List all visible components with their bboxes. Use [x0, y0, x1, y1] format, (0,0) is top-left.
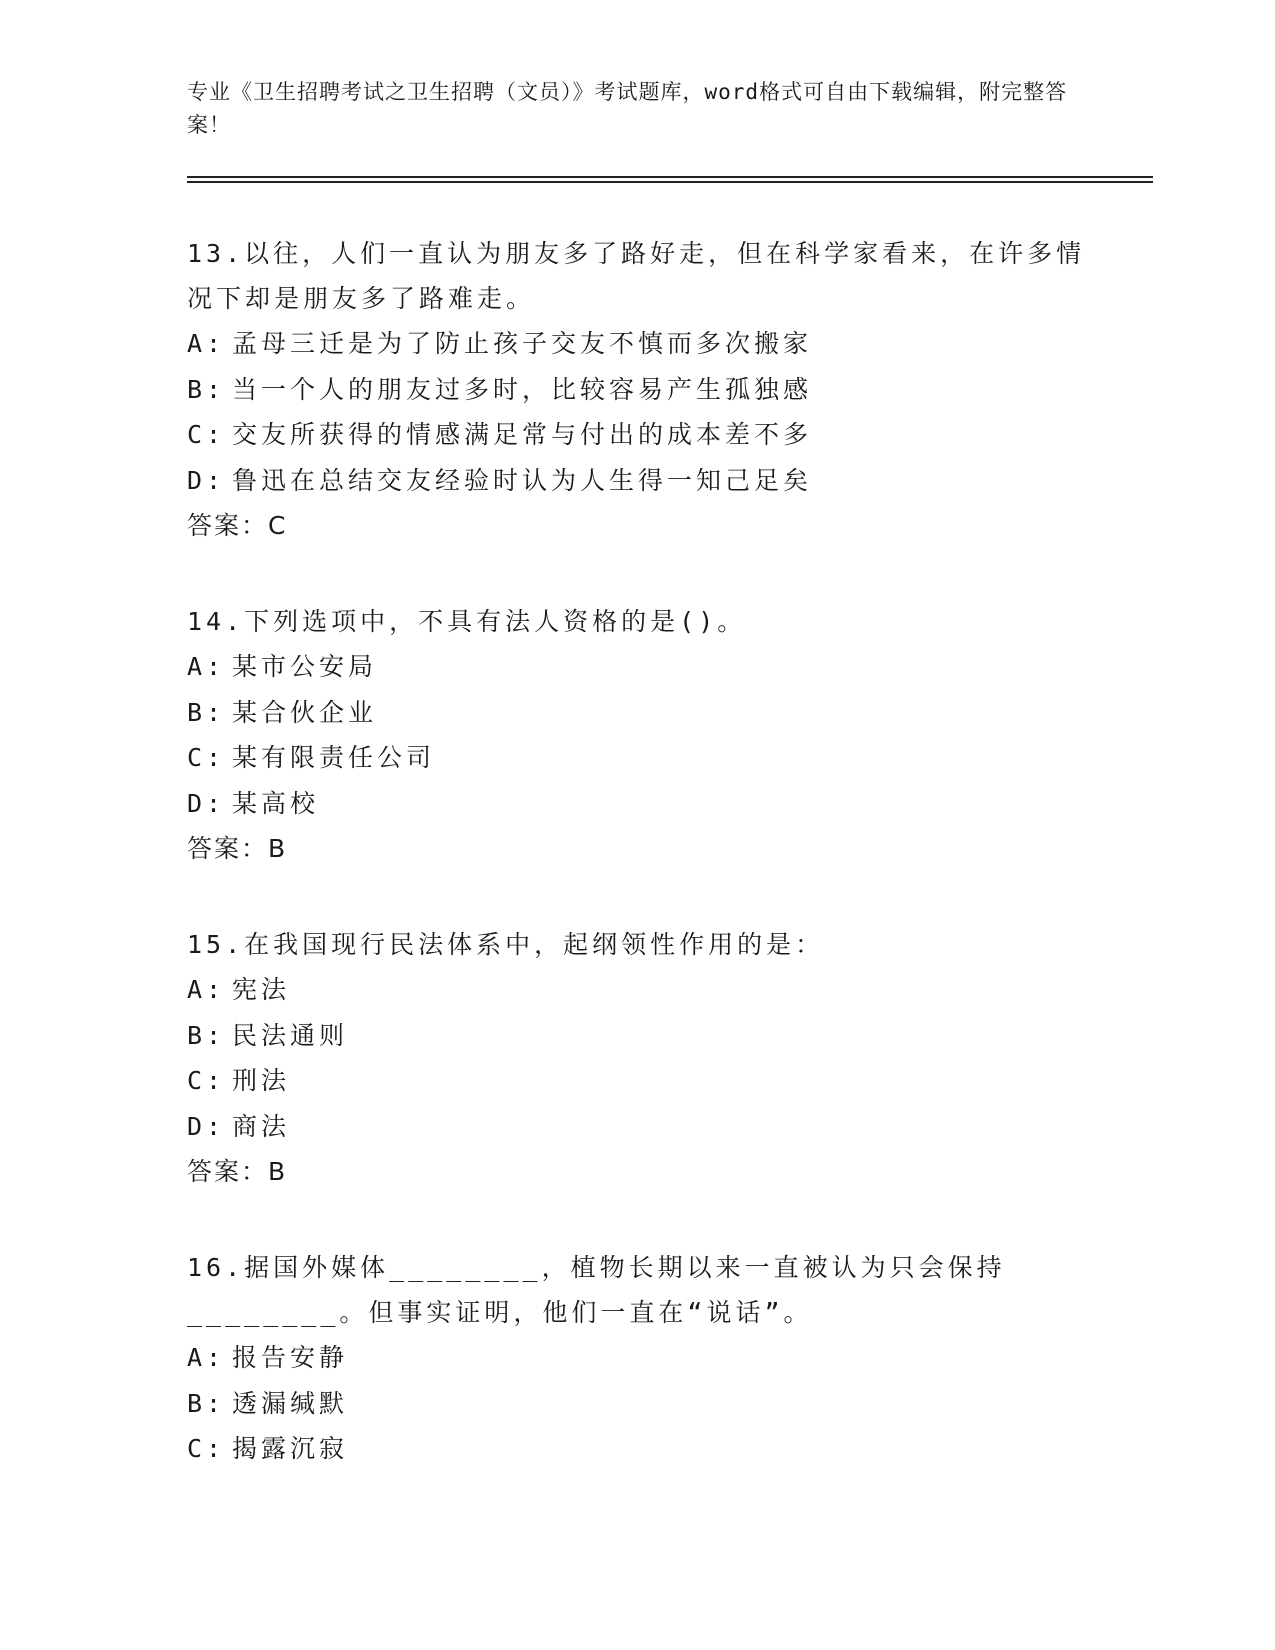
option-a: [187, 967, 1087, 1013]
option-d: [187, 458, 1087, 504]
option-text: 报告安静: [232, 1343, 349, 1372]
option-c: [187, 412, 1087, 458]
option-text: 某合伙企业: [232, 697, 378, 727]
question-16: [187, 1245, 1087, 1472]
option-letter: B:: [187, 1020, 226, 1050]
option-text: 民法通则: [232, 1020, 349, 1050]
question-text: 14.下列选项中，不具有法人资格的是()。: [187, 607, 747, 636]
header-text: 专业《卫生招聘考试之卫生招聘（文员）》考试题库，word格式可自由下载编辑，附完整答案！: [187, 80, 1068, 137]
option-letter: D:: [187, 788, 226, 818]
option-text: 透漏缄默: [232, 1388, 349, 1418]
document-header: [187, 76, 1087, 142]
question-13: [187, 231, 1087, 549]
option-text: 鲁迅在总结交友经验时认为人生得一知己足矣: [232, 465, 813, 495]
option-text: 当一个人的朋友过多时，比较容易产生孤独感: [232, 374, 813, 404]
question-14: [187, 599, 1087, 872]
header-divider-bottom: [187, 181, 1153, 183]
answer-text: 答案：B: [187, 834, 288, 863]
option-letter: B:: [187, 697, 226, 727]
question-text: 16.据国外媒体________，植物长期以来一直被认为只会保持________。但事实证明，他们一直在“说话”。: [187, 1253, 1006, 1327]
option-b: [187, 367, 1087, 413]
option-c: [187, 1426, 1087, 1472]
option-c: [187, 735, 1087, 781]
option-letter: B:: [187, 1388, 226, 1418]
option-text: 揭露沉寂: [232, 1434, 349, 1463]
option-text: 某有限责任公司: [232, 743, 436, 772]
option-text: 某市公安局: [232, 652, 378, 681]
option-b: [187, 1381, 1087, 1427]
option-d: [187, 781, 1087, 827]
option-letter: D:: [187, 465, 226, 495]
option-d: [187, 1104, 1087, 1150]
option-a: [187, 644, 1087, 690]
option-letter: A:: [187, 975, 226, 1004]
answer-text: 答案：C: [187, 511, 288, 540]
option-letter: A:: [187, 1343, 226, 1372]
option-text: 刑法: [232, 1066, 291, 1095]
question-text: 15.在我国现行民法体系中，起纲领性作用的是：: [187, 930, 825, 959]
option-letter: C:: [187, 743, 226, 772]
option-letter: C:: [187, 420, 226, 449]
option-text: 商法: [232, 1111, 291, 1141]
option-text: 孟母三迁是为了防止孩子交友不慎而多次搬家: [232, 329, 813, 358]
option-letter: D:: [187, 1111, 226, 1141]
question-list: [187, 231, 1087, 1522]
option-letter: A:: [187, 329, 226, 358]
option-c: [187, 1058, 1087, 1104]
option-letter: C:: [187, 1434, 226, 1463]
option-text: 交友所获得的情感满足常与付出的成本差不多: [232, 420, 813, 449]
option-b: [187, 690, 1087, 736]
option-b: [187, 1013, 1087, 1059]
question-text: 13.以往，人们一直认为朋友多了路好走，但在科学家看来，在许多情况下却是朋友多了路难走。: [187, 239, 1086, 313]
option-letter: C:: [187, 1066, 226, 1095]
option-letter: B:: [187, 374, 226, 404]
option-a: [187, 1335, 1087, 1381]
answer-text: 答案：B: [187, 1157, 288, 1186]
header-divider-top: [187, 176, 1153, 178]
option-text: 某高校: [232, 788, 320, 818]
option-letter: A:: [187, 652, 226, 681]
option-text: 宪法: [232, 975, 291, 1004]
question-15: [187, 922, 1087, 1195]
option-a: [187, 321, 1087, 367]
